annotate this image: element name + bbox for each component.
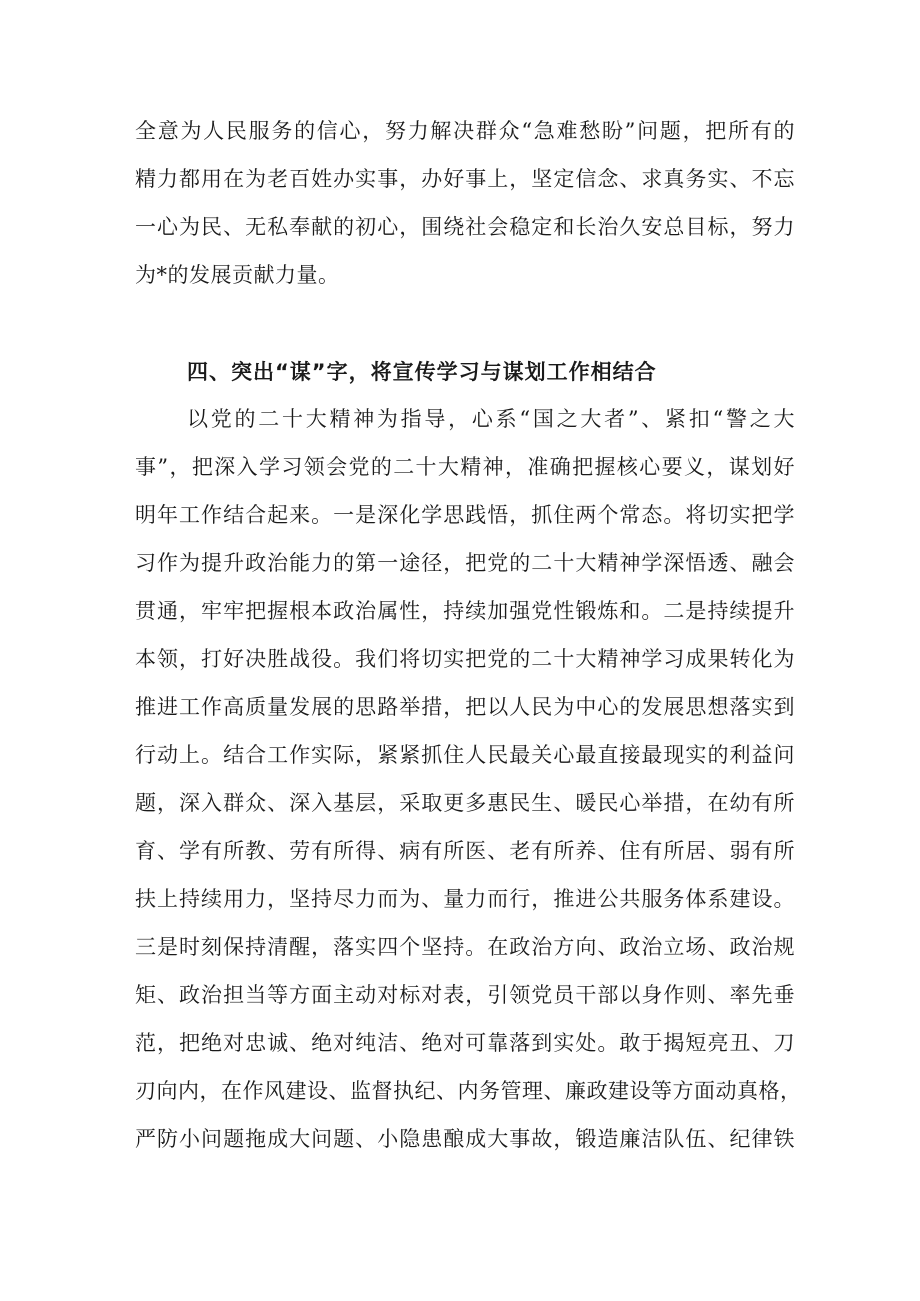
text-line: 本领，打好决胜战役。我们将切实把党的二十大精神学习成果转化为	[135, 647, 795, 671]
text-line: 育、学有所教、劳有所得、病有所医、老有所养、住有所居、弱有所	[135, 839, 795, 863]
text-line: 行动上。结合工作实际，紧紧抓住人民最关心最直接最现实的利益问	[135, 743, 795, 767]
text-line: 三是时刻保持清醒，落实四个坚持。在政治方向、政治立场、政治规	[135, 935, 795, 959]
text-line: 扶上持续用力，坚持尽力而为、量力而行，推进公共服务体系建设。	[135, 887, 795, 911]
text-line: 题，深入群众、深入基层，采取更多惠民生、暖民心举措，在幼有所	[135, 791, 795, 815]
text-line: 推进工作高质量发展的思路举措，把以人民为中心的发展思想落实到	[135, 695, 795, 719]
text-line: 刃向内，在作风建设、监督执纪、内务管理、廉政建设等方面动真格，	[135, 1079, 802, 1103]
text-line: 习作为提升政治能力的第一途径，把党的二十大精神学深悟透、融会	[135, 551, 795, 575]
text-line: 以党的二十大精神为指导，心系“国之大者”、紧扣“警之大	[187, 407, 795, 431]
section-heading: 四、突出“谋”字，将宣传学习与谋划工作相结合	[187, 360, 657, 384]
text-line: 全意为人民服务的信心，努力解决群众“急难愁盼”问题，把所有的	[135, 119, 795, 143]
text-line: 范，把绝对忠诚、绝对纯洁、绝对可靠落到实处。敢于揭短亮丑、刀	[135, 1031, 795, 1055]
text-line: 贯通，牢牢把握根本政治属性，持续加强党性锻炼和。二是持续提升	[135, 599, 795, 623]
text-line: 严防小问题拖成大问题、小隐患酿成大事故，锻造廉洁队伍、纪律铁	[135, 1127, 795, 1151]
text-line: 一心为民、无私奉献的初心，围绕社会稳定和长治久安总目标，努力	[135, 215, 795, 239]
text-line: 精力都用在为老百姓办实事，办好事上，坚定信念、求真务实、不忘	[135, 167, 795, 191]
text-line: 明年工作结合起来。一是深化学思践悟，抓住两个常态。将切实把学	[135, 503, 795, 527]
text-line: 为*的发展贡献力量。	[135, 263, 340, 287]
text-line: 事”，把深入学习领会党的二十大精神，准确把握核心要义，谋划好	[135, 455, 795, 479]
text-line: 矩、政治担当等方面主动对标对表，引领党员干部以身作则、率先垂	[135, 983, 795, 1007]
